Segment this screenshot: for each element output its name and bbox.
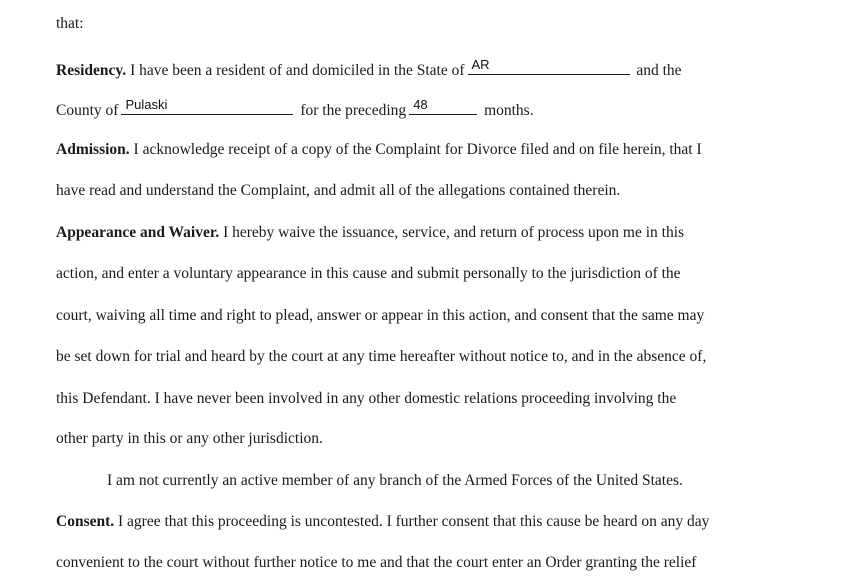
residency-line-2 xyxy=(56,98,534,121)
state-value: AR xyxy=(471,57,490,72)
appearance-line-4 xyxy=(56,347,706,367)
appearance-line-6 xyxy=(56,429,323,449)
residency-text-a: I have been a resident of and domiciled in the State of xyxy=(126,62,465,79)
appearance-line-1 xyxy=(56,223,684,243)
admission-heading: Admission. xyxy=(56,141,130,158)
months-value: 48 xyxy=(413,97,428,112)
appearance-heading: Appearance and Waiver. xyxy=(56,224,220,241)
line-that xyxy=(56,14,84,34)
residency-text-e: months. xyxy=(480,102,534,119)
appearance-text-6: other party in this or any other jurisdiction. xyxy=(56,430,323,447)
armed-forces-text: I am not currently an active member of any branch of the Armed Forces of the United States. xyxy=(107,472,683,489)
admission-text-2: have read and understand the Complaint, and admit all of the allegations contained therein. xyxy=(56,182,621,199)
county-field[interactable] xyxy=(121,98,293,115)
months-field[interactable] xyxy=(409,98,477,115)
residency-heading: Residency. xyxy=(56,62,127,79)
appearance-text-4: be set down for trial and heard by the court at any time hereafter without notice to, and in the absence of, xyxy=(56,348,707,365)
state-field[interactable] xyxy=(468,58,630,75)
consent-text-2: convenient to the court without further notice to me and that the court enter an Order granting the relief xyxy=(56,554,697,571)
appearance-text-2: action, and enter a voluntary appearance in this cause and submit personally to the jurisdiction of the xyxy=(56,265,681,282)
admission-line-2 xyxy=(56,181,620,201)
appearance-text-5: this Defendant. I have never been involved in any other domestic relations proceeding involving the xyxy=(56,390,677,407)
armed-forces-line xyxy=(107,471,683,491)
text-that: that: xyxy=(56,15,84,32)
appearance-text-3: court, waiving all time and right to plead, answer or appear in this action, and consent that the same may xyxy=(56,307,705,324)
appearance-line-3 xyxy=(56,306,704,326)
consent-line-1 xyxy=(56,512,709,532)
appearance-line-2 xyxy=(56,264,681,284)
consent-text-1: I agree that this proceeding is uncontested. I further consent that this cause be heard on any day xyxy=(114,513,710,530)
admission-text-1: I acknowledge receipt of a copy of the Complaint for Divorce filed and on file herein, that I xyxy=(129,141,702,158)
appearance-text-1: I hereby waive the issuance, service, and return of process upon me in this xyxy=(219,224,685,241)
consent-heading: Consent. xyxy=(56,513,115,530)
residency-line-1 xyxy=(56,58,682,81)
residency-text-c: County of xyxy=(56,102,119,119)
residency-text-d: for the preceding xyxy=(296,102,407,119)
appearance-line-5 xyxy=(56,389,676,409)
county-value: Pulaski xyxy=(125,97,168,112)
admission-line-1 xyxy=(56,140,702,160)
residency-text-b: and the xyxy=(632,62,682,79)
consent-line-2 xyxy=(56,553,696,573)
